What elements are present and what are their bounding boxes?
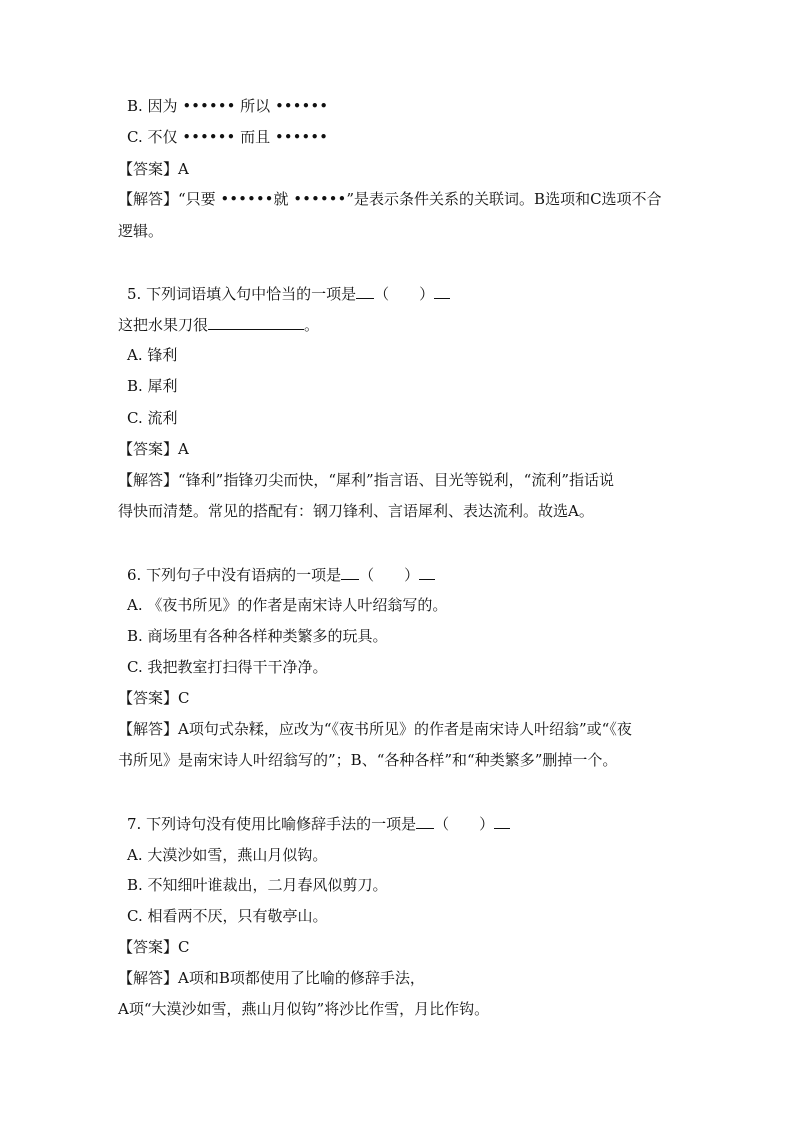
option-b: B. 因为 •••••• 所以 ••••••	[127, 97, 329, 115]
question-7-stem: 7. 下列诗句没有使用比喻修辞手法的一项是 （ ）	[127, 814, 510, 834]
option-a: A. 《夜书所见》的作者是南宋诗人叶绍翁写的。	[127, 596, 448, 614]
option-c: C. 不仅 •••••• 而且 ••••••	[127, 128, 328, 146]
option-b: B. 犀利	[127, 377, 178, 395]
option-b: B. 不知细叶谁裁出，二月春风似剪刀。	[127, 876, 388, 894]
analysis-line: 得快而清楚。常见的搭配有：钢刀锋利、言语犀利、表达流利。故选A。	[118, 502, 594, 520]
option-c: C. 流利	[127, 409, 178, 427]
analysis-line: A项“大漠沙如雪，燕山月似钩”将沙比作雪，月比作钩。	[118, 1000, 490, 1018]
analysis-line: 【解答】A项和B项都使用了比喻的修辞手法，	[118, 969, 425, 987]
question-5-stem: 5. 下列词语填入句中恰当的一项是 （ ）	[127, 284, 450, 304]
answer: 【答案】C	[118, 689, 190, 707]
question-6-stem: 6. 下列句子中没有语病的一项是 （ ）	[127, 565, 435, 585]
option-a: A. 锋利	[127, 346, 178, 364]
analysis-line: 【解答】A项句式杂糅，应改为“《夜书所见》的作者是南宋诗人叶绍翁”或“《夜	[118, 720, 632, 738]
analysis-line: 【解答】“锋利”指锋刃尖而快，“犀利”指言语、目光等锐利，“流利”指话说	[118, 471, 615, 489]
question-5-sentence: 这把水果刀很 。	[118, 316, 320, 334]
answer-blank	[208, 315, 304, 330]
answer: 【答案】A	[118, 440, 189, 458]
option-c: C. 相看两不厌，只有敬亭山。	[127, 907, 328, 925]
analysis-line: 逻辑。	[118, 222, 164, 240]
option-b: B. 商场里有各种各样种类繁多的玩具。	[127, 627, 388, 645]
answer: 【答案】A	[118, 160, 189, 178]
option-c: C. 我把教室打扫得干干净净。	[127, 658, 328, 676]
analysis-line: 书所见》是南宋诗人叶绍翁写的”；B、“各种各样”和“种类繁多”删掉一个。	[118, 751, 618, 769]
analysis-line: 【解答】“只要 ••••••就 ••••••”是表示条件关系的关联词。B选项和C选项不合	[118, 190, 662, 208]
answer: 【答案】C	[118, 938, 190, 956]
option-a: A. 大漠沙如雪，燕山月似钩。	[127, 846, 328, 864]
